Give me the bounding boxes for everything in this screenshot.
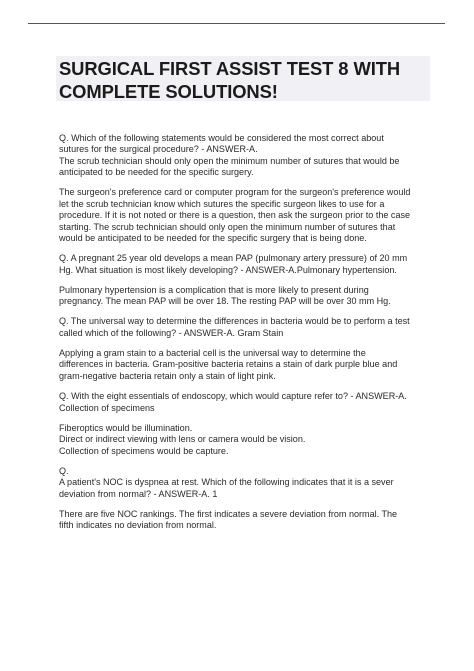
text-line: Q. A pregnant 25 year old develops a mean PAP (pulmonary artery pressure) of 20 mm [59,253,408,264]
paragraph [59,509,431,532]
text-line: Hg. What situation is most likely developing? - ANSWER-A.Pulmonary hypertension. [59,264,397,275]
text-line: A patient's NOC is dyspnea at rest. Which of the following indicates that it is a sever [59,477,394,488]
paragraph [59,348,431,382]
text-line: let the scrub technician know which sutures the specific surgeon likes to use for a [59,198,385,209]
text-line: Q. With the eight essentials of endoscopy, which would capture refer to? - ANSWER-A. [59,391,407,402]
text-line: sutures for the surgical procedure? - ANSWER-A. [59,144,258,155]
text-line: Direct or indirect viewing with lens or camera would be vision. [59,434,306,445]
paragraph [59,253,431,276]
text-line: deviation from normal? - ANSWER-A. 1 [59,488,218,499]
paragraph [59,391,431,414]
paragraph [59,187,431,244]
paragraph [59,316,431,339]
text-line: procedure. If it is not noted or there is a question, then ask the surgeon prior to the case [59,210,411,221]
text-line: Collection of specimens [59,402,155,413]
text-line: gram-negative bacteria retain only a stain of light pink. [59,370,276,381]
text-line: Pulmonary hypertension is a complication that is more likely to present during [59,284,369,295]
page-title [59,57,429,103]
text-line: Q. Which of the following statements would be considered the most correct about [59,133,384,143]
text-line: Applying a gram stain to a bacterial cell is the universal way to determine the [59,348,366,359]
text-line: would be anticipated to be needed for the specific surgery that is being done. [59,233,367,244]
text-line: Q. [59,465,69,476]
paragraph [59,423,431,457]
text-line: anticipated to be needed for the specific surgery. [59,167,254,178]
text-line: pregnancy. The mean PAP will be over 18. The resting PAP will be over 30 mm Hg. [59,296,391,307]
text-line: called which of the following? - ANSWER-A. Gram Stain [59,327,284,338]
text-line: Collection of specimens would be capture. [59,445,229,456]
paragraph [59,285,431,308]
title-line: SURGICAL FIRST ASSIST TEST 8 WITH [59,58,401,79]
text-line: The scrub technician should only open the minimum number of sutures that would be [59,155,400,166]
text-line: fifth indicates no deviation from normal. [59,520,217,531]
text-line: Q. The universal way to determine the differences in bacteria would be to perform a test [59,316,410,327]
text-line: starting. The scrub technician should only open the minimum number of sutures that [59,221,396,232]
paragraph [59,466,431,500]
text-line: There are five NOC rankings. The first indicates a severe deviation from normal. The [59,508,398,519]
title-line: COMPLETE SOLUTIONS! [59,81,278,102]
top-divider [28,23,445,24]
document-body [59,133,431,540]
text-line: The surgeon's preference card or computer program for the surgeon's preference would [59,187,411,198]
text-line: Fiberoptics would be illumination. [59,422,193,433]
paragraph [59,133,431,179]
text-line: differences in bacteria. Gram-positive bacteria retains a stain of dark purple blue and [59,359,398,370]
